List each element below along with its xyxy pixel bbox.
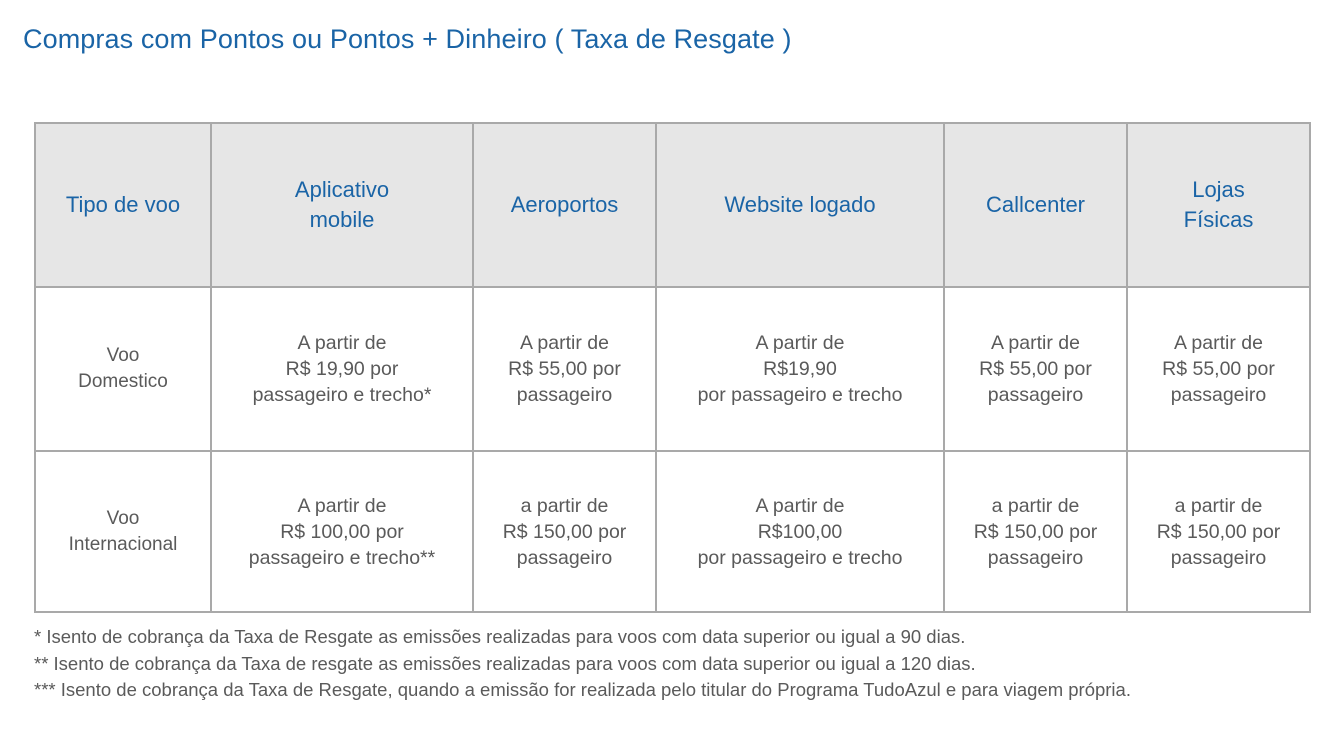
flight-type-domestic: Voo Domestico bbox=[35, 287, 211, 451]
table-row-international bbox=[35, 451, 1310, 612]
header-website: Website logado bbox=[656, 123, 944, 287]
international-airports-fee: a partir de R$ 150,00 por passageiro bbox=[473, 451, 656, 612]
header-mobile-app: Aplicativo mobile bbox=[211, 123, 473, 287]
domestic-callcenter-fee: A partir de R$ 55,00 por passageiro bbox=[944, 287, 1127, 451]
flight-type-international: Voo Internacional bbox=[35, 451, 211, 612]
international-website-fee: A partir de R$100,00 por passageiro e trecho bbox=[656, 451, 944, 612]
footnote-own-travel: *** Isento de cobrança da Taxa de Resgate, quando a emissão for realizada pelo titular do Programa TudoAzul e para viagem própria. bbox=[34, 679, 1131, 700]
header-callcenter: Callcenter bbox=[944, 123, 1127, 287]
footnote-90-days: * Isento de cobrança da Taxa de Resgate as emissões realizadas para voos com data superior ou igual a 90 dias. bbox=[34, 626, 966, 647]
international-callcenter-fee: a partir de R$ 150,00 por passageiro bbox=[944, 451, 1127, 612]
table-header-row bbox=[35, 123, 1310, 287]
page-title: Compras com Pontos ou Pontos + Dinheiro ( Taxa de Resgate ) bbox=[23, 24, 792, 54]
domestic-physical-stores-fee: A partir de R$ 55,00 por passageiro bbox=[1127, 287, 1310, 451]
redemption-fee-table bbox=[34, 122, 1311, 613]
domestic-airports-fee: A partir de R$ 55,00 por passageiro bbox=[473, 287, 656, 451]
footnote-120-days: ** Isento de cobrança da Taxa de resgate as emissões realizadas para voos com data superior ou igual a 120 dias. bbox=[34, 652, 976, 674]
table-row-domestic bbox=[35, 287, 1310, 451]
international-mobile-app-fee: A partir de R$ 100,00 por passageiro e trecho** bbox=[211, 451, 473, 612]
domestic-mobile-app-fee: A partir de R$ 19,90 por passageiro e trecho* bbox=[211, 287, 473, 451]
header-airports: Aeroportos bbox=[473, 123, 656, 287]
header-physical-stores: Lojas Físicas bbox=[1127, 123, 1310, 287]
footnotes bbox=[34, 624, 1131, 704]
header-flight-type: Tipo de voo bbox=[35, 123, 211, 287]
domestic-website-fee: A partir de R$19,90 por passageiro e trecho bbox=[656, 287, 944, 451]
international-physical-stores-fee: a partir de R$ 150,00 por passageiro bbox=[1127, 451, 1310, 612]
